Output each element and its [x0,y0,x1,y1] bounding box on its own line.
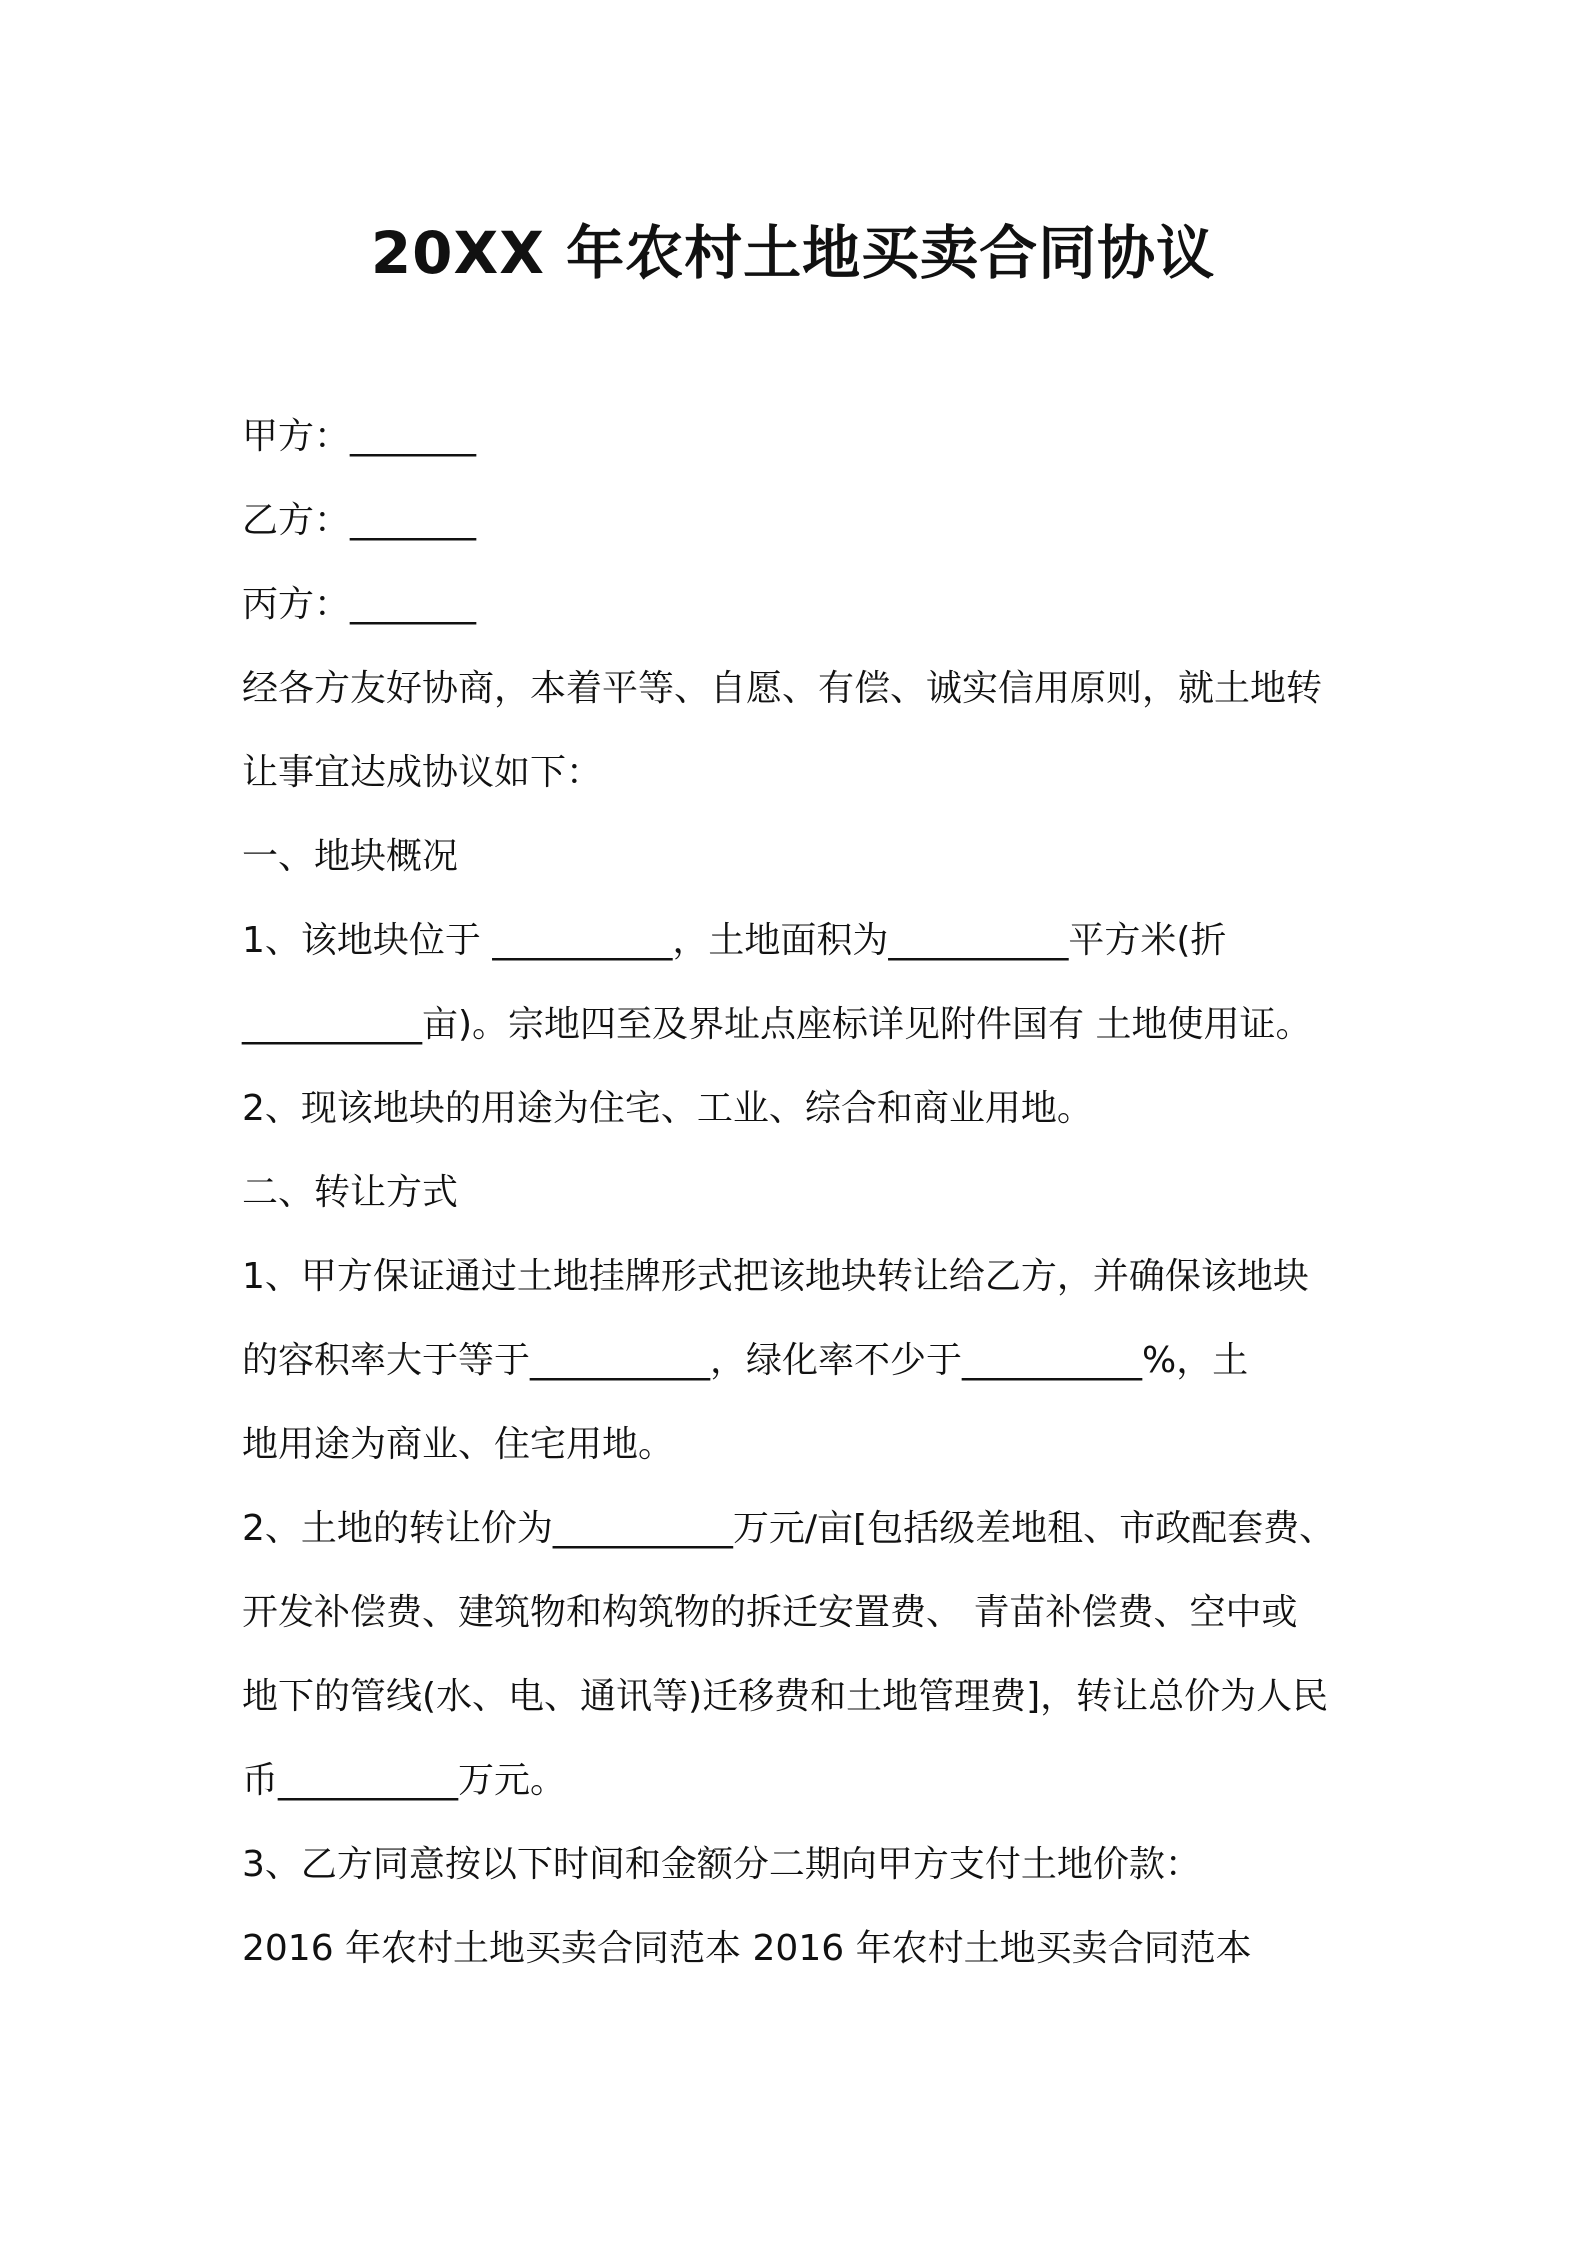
clause-2-1-line-2: 的容积率大于等于__________，绿化率不少于__________%，土 [242,1340,1249,1381]
clause-2-2-line-2: 开发补偿费、建筑物和构筑物的拆迁安置费、 青苗补偿费、空中或 [242,1592,1298,1633]
section-heading-1: 一、地块概况 [242,836,459,877]
clause-1-1-line-1: 1、该地块位于 __________，土地面积为__________平方米(折 [242,920,1227,961]
preamble-line-1: 经各方友好协商，本着平等、自愿、有偿、诚实信用原则，就土地转 [242,668,1323,709]
party-b-line: 乙方：_______ [242,500,477,541]
clause-2-1-line-3: 地用途为商业、住宅用地。 [242,1424,675,1465]
clause-1-2-line: 2、现该地块的用途为住宅、工业、综合和商业用地。 [242,1088,1093,1129]
party-a-line: 甲方：_______ [242,416,477,457]
document-body [242,395,1362,1991]
clause-2-2-line-4: 币__________万元。 [242,1760,567,1801]
document-title: 20XX 年农村土地买卖合同协议 [370,219,1216,287]
clause-2-2-line-3: 地下的管线(水、电、通讯等)迁移费和土地管理费]，转让总价为人民 [242,1676,1329,1717]
footer-line: 2016 年农村土地买卖合同范本 2016 年农村土地买卖合同范本 [242,1928,1252,1969]
clause-1-1-line-2: __________亩)。宗地四至及界址点座标详见附件国有 土地使用证。 [242,1004,1312,1045]
clause-2-3-line: 3、乙方同意按以下时间和金额分二期向甲方支付土地价款： [242,1844,1201,1885]
preamble-line-2: 让事宜达成协议如下： [242,752,603,793]
party-c-line: 丙方：_______ [242,584,477,625]
section-heading-2: 二、转让方式 [242,1172,459,1213]
clause-2-2-line-1: 2、土地的转让价为__________万元/亩[包括级差地租、市政配套费、 [242,1508,1336,1549]
clause-2-1-line-1: 1、甲方保证通过土地挂牌形式把该地块转让给乙方，并确保该地块 [242,1256,1309,1297]
